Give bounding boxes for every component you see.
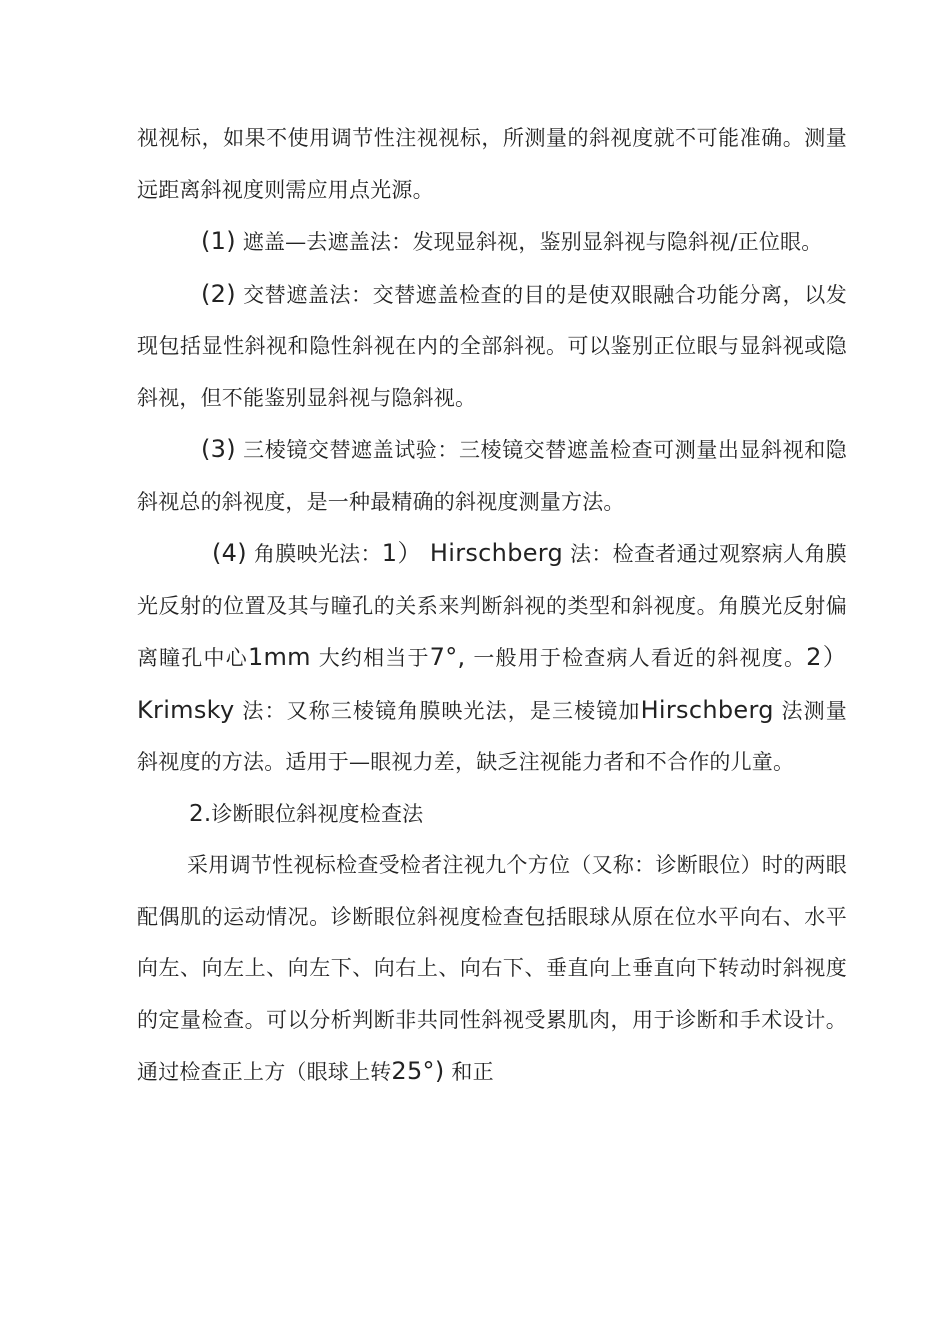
paragraph-text: 一般用于检查病人看近的斜视度。 — [465, 646, 807, 670]
paragraph-text: 法测量斜视度的方法。适用于—眼视力差，缺乏注视能力者和不合作的儿童。 — [137, 698, 847, 774]
degree-value: 25°) — [391, 1057, 445, 1085]
paragraph-intro — [137, 113, 847, 216]
item-number: (3) — [201, 435, 236, 463]
sub-item-number: 2） — [806, 643, 848, 671]
method-name-krimsky: Krimsky — [137, 695, 235, 724]
paragraph-diagnostic-gaze — [137, 840, 847, 1099]
paragraph-cover-uncover — [137, 216, 847, 269]
item-number: (2) — [201, 279, 236, 308]
paragraph-prism-cover — [137, 424, 847, 528]
paragraph-text: 视视标，如果不使用调节性注视视标，所测量的斜视度就不可能准确。测量远距离斜视度则需应用点光源。 — [137, 126, 847, 202]
paragraph-alternate-cover — [137, 269, 847, 425]
document-body — [137, 113, 847, 1099]
paragraph-text: 法：又称三棱镜角膜映光法，是三棱镜加 — [234, 698, 641, 723]
measure-value: 1mm — [247, 643, 311, 671]
method-name-hirschberg: Hirschberg — [640, 695, 774, 724]
paragraph-text: 法：检查者通过观察病人角膜光反射的位置及其与瞳孔的关系来判断斜视的类型和斜视度。角膜光反射偏离瞳孔中心 — [137, 542, 847, 670]
item-number: (4) — [212, 539, 247, 567]
paragraph-text: 大约相当于 — [310, 646, 430, 670]
paragraph-text: 交替遮盖法：交替遮盖检查的目的是使双眼融合功能分离，以发现包括显性斜视和隐性斜视在内的全部斜视。可以鉴别正位眼与显斜视或隐斜视，但不能鉴别显斜视与隐斜视。 — [137, 282, 847, 410]
sub-item-number: 1） — [381, 539, 422, 567]
paragraph-text: 三棱镜交替遮盖试验：三棱镜交替遮盖检查可测量出显斜视和隐斜视总的斜视度，是一种最精确的斜视度测量方法。 — [137, 438, 847, 514]
section-number: 2. — [189, 800, 212, 827]
section-heading — [137, 789, 847, 841]
paragraph-corneal-reflex — [137, 528, 847, 789]
paragraph-text: 遮盖—去遮盖法：发现显斜视，鉴别显斜视与隐斜视/正位眼。 — [235, 230, 823, 254]
item-number: (1) — [201, 227, 236, 255]
paragraph-text: 角膜映光法： — [246, 542, 382, 566]
method-name-hirschberg: Hirschberg — [421, 539, 564, 567]
paragraph-text: 采用调节性视标检查受检者注视九个方位（又称：诊断眼位）时的两眼配偶肌的运动情况。诊断眼位斜视度检查包括眼球从原在位水平向右、水平向左、向左上、向左下、向右上、向右下、垂直向上垂直向下转动时斜视度的定量检查。可以分析判断非共同性斜视受累肌肉，用于诊断和手术设计。通过检查正上方（眼球上转 — [137, 853, 847, 1084]
section-title: 诊断眼位斜视度检查法 — [211, 801, 424, 826]
degree-value: 7°, — [429, 643, 466, 671]
paragraph-text: 和正 — [444, 1060, 494, 1084]
